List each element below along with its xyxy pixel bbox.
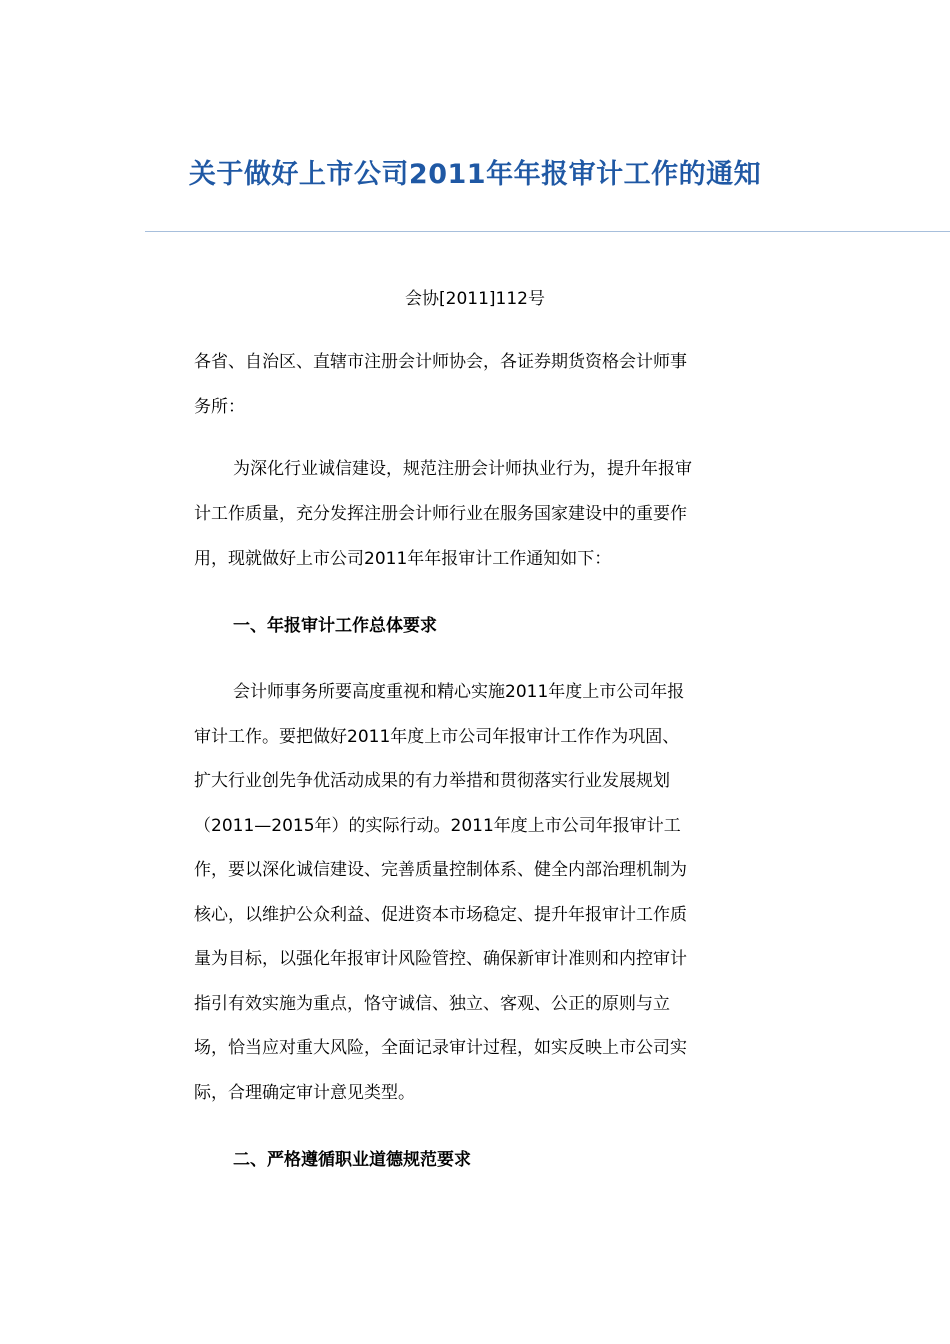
title-divider xyxy=(145,231,950,232)
intro-line: 用，现就做好上市公司2011年年报审计工作通知如下： xyxy=(194,549,612,569)
body-line: 审计工作。要把做好2011年度上市公司年报审计工作作为巩固、 xyxy=(194,727,680,747)
document-number: 会协[2011]112号 xyxy=(405,289,545,309)
section-heading: 一、年报审计工作总体要求 xyxy=(233,616,437,636)
body-line: 核心，以维护公众利益、促进资本市场稳定、提升年报审计工作质 xyxy=(194,905,687,925)
body-line: 会计师事务所要高度重视和精心实施2011年度上市公司年报 xyxy=(233,682,685,702)
body-line: 扩大行业创先争优活动成果的有力举措和贯彻落实行业发展规划 xyxy=(194,771,670,791)
intro-line: 为深化行业诚信建设，规范注册会计师执业行为，提升年报审 xyxy=(233,459,692,479)
body-line: 场，恰当应对重大风险，全面记录审计过程，如实反映上市公司实 xyxy=(194,1038,687,1058)
body-line: 量为目标，以强化年报审计风险管控、确保新审计准则和内控审计 xyxy=(194,949,687,969)
body-line: （2011—2015年）的实际行动。2011年度上市公司年报审计工 xyxy=(194,816,681,836)
addressee-line: 务所： xyxy=(194,397,245,417)
addressee-line: 各省、自治区、直辖市注册会计师协会，各证券期货资格会计师事 xyxy=(194,352,687,372)
body-line: 作，要以深化诚信建设、完善质量控制体系、健全内部治理机制为 xyxy=(194,860,687,880)
intro-line: 计工作质量，充分发挥注册会计师行业在服务国家建设中的重要作 xyxy=(194,504,687,524)
body-line: 际，合理确定审计意见类型。 xyxy=(194,1083,415,1103)
body-line: 指引有效实施为重点，恪守诚信、独立、客观、公正的原则与立 xyxy=(194,994,670,1014)
document-title: 关于做好上市公司2011年年报审计工作的通知 xyxy=(188,159,762,190)
section-heading: 二、严格遵循职业道德规范要求 xyxy=(233,1150,471,1170)
